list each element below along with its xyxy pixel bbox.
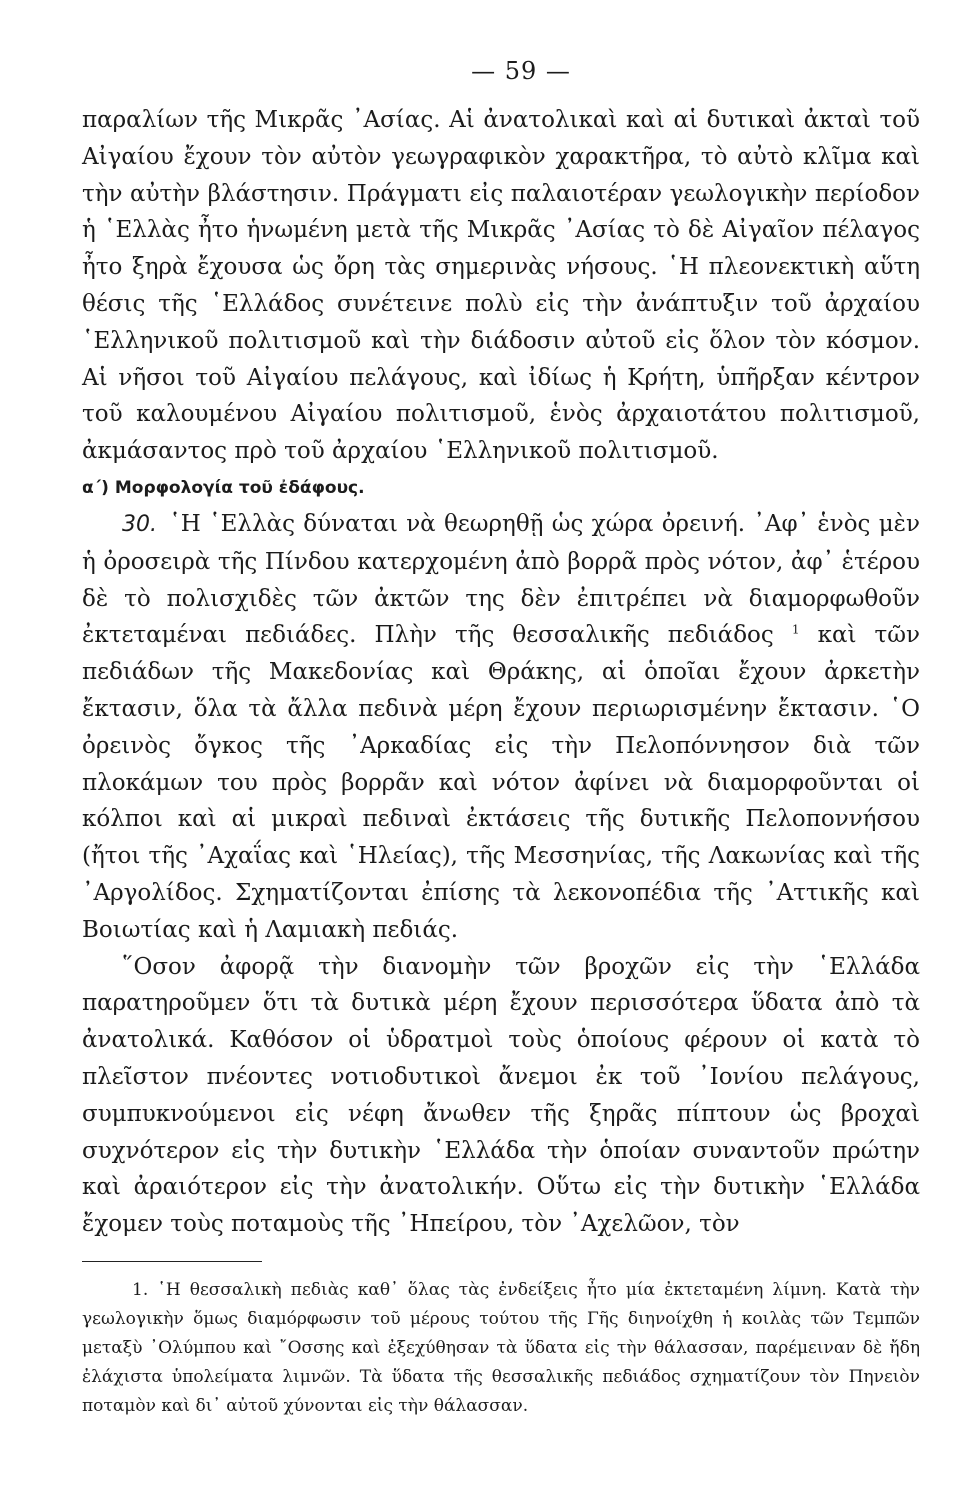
paragraph-intro: παραλίων τῆς Μικρᾶς ᾿Ασίας. Αἱ ἀνατολικαὶ καὶ αἱ δυτικαὶ ἀκταὶ τοῦ Αἰγαίου ἔχουν τὸν αὐτὸν γεωγραφικὸν χαρακτῆρα, τὸ αὐτὸ κλῖμα καὶ τὴν αὐτὴν βλάστησιν. Πράγματι εἰς παλαιοτέραν γεωλογικὴν περίοδον ἡ ῾Ελλὰς ἦτο ἡνωμένη μετὰ τῆς Μικρᾶς ᾿Ασίας τὸ δὲ Αἰγαῖον πέλαγος ἦτο ξηρὰ ἔχουσα ὡς ὄρη τὰς σημερινὰς νήσους. ῾Η πλεονεκτικὴ αὕτη θέσις τῆς ῾Ελλάδος συνέτεινε πολὺ εἰς τὴν ἀνάπτυξιν τοῦ ἀρχαίου ῾Ελληνικοῦ πολιτισμοῦ καὶ τὴν διάδοσιν αὐτοῦ εἰς ὅλον τὸν κόσμον. Αἱ νῆσοι τοῦ Αἰγαίου πελάγους, καὶ ἰδίως ἡ Κρήτη, ὑπῆρξαν κέντρον τοῦ καλουμένου Αἰγαίου πολιτισμοῦ, ἑνὸς ἀρχαιοτάτου πολιτισμοῦ, ἀκμάσαντος πρὸ τοῦ ἀρχαίου ῾Ελληνικοῦ πολιτισμοῦ.	[82, 107, 920, 465]
footnote-reference: 1	[791, 622, 800, 637]
paragraph-rainfall: ῞Οσον ἀφορᾷ τὴν διανομὴν τῶν βροχῶν εἰς τὴν ῾Ελλάδα παρατηροῦμεν ὅτι τὰ δυτικὰ μέρη ἔχουν περισσότερα ὕδατα ἀπὸ τὰ ἀνατολικά. Καθόσον οἱ ὑδρατμοὶ τοὺς ὁποίους φέρουν οἱ κατὰ τὸ πλεῖστον πνέοντες νοτιοδυτικοὶ ἄνεμοι ἐκ τοῦ ᾿Ιονίου πελάγους, συμπυκνούμενοι εἰς νέφη ἄνωθεν τῆς ξηρᾶς πίπτουν ὡς βροχαὶ συχνότερον εἰς τὴν δυτικὴν ῾Ελλάδα τὴν ὁποίαν συναντοῦν πρώτην καὶ ἀραιότερον εἰς τὴν ἀνατολικήν. Οὕτω εἰς τὴν δυτικὴν ῾Ελλάδα ἔχομεν τοὺς ποταμοὺς τῆς ᾿Ηπείρου, τὸν ᾿Αχελῶον, τὸν	[82, 953, 920, 1238]
page-number: — 59 —	[471, 57, 571, 85]
paragraph-section-30	[82, 506, 920, 949]
footnote-marker: 1.	[132, 1279, 149, 1300]
book-page	[82, 54, 920, 1454]
body-text	[82, 102, 920, 1243]
footnote	[82, 1276, 920, 1421]
section-30-text-end: καὶ τῶν πεδιάδων τῆς Μακεδονίας καὶ Θράκης, αἱ ὁποῖαι ἔχουν ἀρκετὴν ἔκτασιν, ὅλα τὰ ἄλλα πεδινὰ μέρη ἔχουν περιωρισμένην ἔκτασιν. ῾Ο ὀρεινὸς ὄγκος τῆς ᾿Αρκαδίας εἰς τὴν Πελοπόννησον διὰ τῶν πλοκάμων του πρὸς βορρᾶν καὶ νότον ἀφίνει νὰ διαμορφοῦνται οἱ κόλποι καὶ αἱ μικραὶ πεδιναὶ ἐκτάσεις τῆς δυτικῆς Πελοποννήσου (ἤτοι τῆς ᾿Αχαΐας καὶ ῾Ηλείας), τῆς Μεσσηνίας, τῆς Λακωνίας καὶ τῆς ᾿Αργολίδος. Σχηματίζονται ἐπίσης τὰ λεκονοπέδια τῆς ᾿Αττικῆς καὶ Βοιωτίας καὶ ἡ Λαμιακὴ πεδιάς.	[82, 622, 921, 943]
section-number: 30.	[122, 511, 157, 537]
section-subheading: α΄) Μορφολογία τοῦ ἐδάφους.	[82, 477, 365, 498]
section-30-text-start: ῾Η ῾Ελλὰς δύναται νὰ θεωρηθῇ ὡς χώρα ὀρεινή. ᾿Αφ᾿ ἑνὸς μὲν ἡ ὀροσειρὰ τῆς Πίνδου κατερχομένη ἀπὸ βορρᾶ πρὸς νότον, ἀφ᾿ ἑτέρου δὲ τὸ πολισχιδὲς τῶν ἀκτῶν της δὲν ἐπιτρέπει νὰ διαμορφωθοῦν ἐκτεταμέναι πεδιάδες. Πλὴν τῆς θεσσαλικῆς πεδιάδος	[82, 510, 920, 649]
footnote-divider	[82, 1261, 262, 1262]
footnote-text: ῾Η θεσσαλικὴ πεδιὰς καθ᾿ ὅλας τὰς ἐνδείξεις ἦτο μία ἐκτεταμένη λίμνη. Κατὰ τὴν γεωλογικὴν ὅμως διαμόρφωσιν τοῦ μέρους τούτου τῆς Γῆς διηνοίχθη ἡ κοιλὰς τῶν Τεμπῶν μεταξὺ ᾿Ολύμπου καὶ ῎Οσσης καὶ ἐξεχύθησαν τὰ ὕδατα εἰς τὴν θάλασσαν, παρέμειναν δὲ ἤδη ἐλάχιστα ὑπολείματα λιμνῶν. Τὰ ὕδατα τῆς θεσσαλικῆς πεδιάδος σχηματίζουν τὸν Πηνειὸν ποταμὸν καὶ δι᾿ αὐτοῦ χύνονται εἰς τὴν θάλασσαν.	[82, 1279, 920, 1416]
